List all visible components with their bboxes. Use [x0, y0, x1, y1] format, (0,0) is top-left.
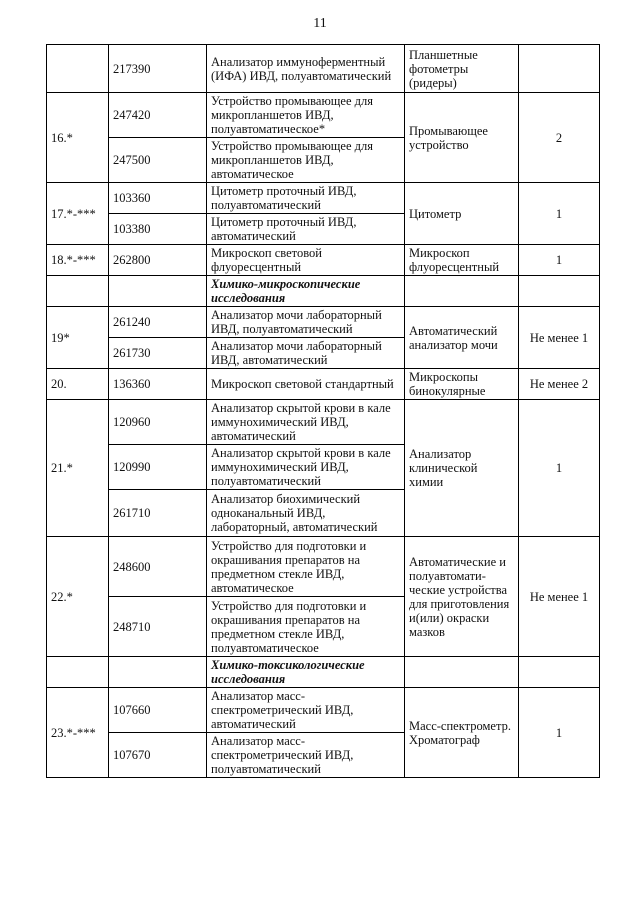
item-description: Цитометр проточный ИВД, полуавтоматический	[207, 183, 405, 214]
table-row	[47, 400, 600, 445]
item-description: Анализатор иммуноферментный (ИФА) ИВД, полуавтоматический	[207, 45, 405, 93]
section-row	[47, 276, 600, 307]
item-description: Устройство промывающее для микропланшетов ИВД, автоматическое	[207, 138, 405, 183]
item-description: Устройство для подготовки и окрашивания препаратов на предметном стекле ИВД, полуавтоматическое	[207, 597, 405, 657]
equipment-type: Планшетные фотометры (ридеры)	[405, 45, 519, 93]
item-description: Устройство для подготовки и окрашивания препаратов на предметном стекле ИВД, автоматическое	[207, 537, 405, 597]
row-number: 23.*-***	[47, 688, 109, 778]
item-description: Микроскоп световой флуоресцентный	[207, 245, 405, 276]
quantity: 1	[519, 183, 600, 245]
table-row	[47, 245, 600, 276]
item-code: 261710	[109, 490, 207, 537]
item-description: Цитометр проточный ИВД, автоматический	[207, 214, 405, 245]
quantity: Не менее 1	[519, 307, 600, 369]
row-number: 20.	[47, 369, 109, 400]
row-number: 17.*-***	[47, 183, 109, 245]
equipment-type: Автоматические и полуавтомати-ческие устройства для приготовления и(или) окраски мазков	[405, 537, 519, 657]
item-code: 247500	[109, 138, 207, 183]
equipment-type: Масс-спектрометр. Хроматограф	[405, 688, 519, 778]
item-code: 261240	[109, 307, 207, 338]
item-code: 107660	[109, 688, 207, 733]
page-number: 11	[313, 16, 327, 31]
table-row	[47, 537, 600, 597]
item-code: 248710	[109, 597, 207, 657]
item-code: 247420	[109, 93, 207, 138]
equipment-type: Промывающее устройство	[405, 93, 519, 183]
item-description: Устройство промывающее для микропланшетов ИВД, полуавтоматическое*	[207, 93, 405, 138]
item-code: 120990	[109, 445, 207, 490]
table-row	[47, 45, 600, 93]
item-code: 103380	[109, 214, 207, 245]
item-code: 248600	[109, 537, 207, 597]
item-code: 120960	[109, 400, 207, 445]
equipment-type: Микроскопы бинокулярные	[405, 369, 519, 400]
table-row	[47, 369, 600, 400]
section-row	[47, 657, 600, 688]
item-description: Анализатор мочи лабораторный ИВД, полуавтоматический	[207, 307, 405, 338]
quantity: 1	[519, 688, 600, 778]
item-description: Анализатор масс-спектрометрический ИВД, автоматический	[207, 688, 405, 733]
section-title: Химико-токсикологические исследования	[207, 657, 405, 688]
quantity: 2	[519, 93, 600, 183]
equipment-type: Цитометр	[405, 183, 519, 245]
table-row	[47, 183, 600, 214]
equipment-type: Автоматический анализатор мочи	[405, 307, 519, 369]
equipment-type: Анализатор клинической химии	[405, 400, 519, 537]
item-description: Микроскоп световой стандартный	[207, 369, 405, 400]
row-number	[47, 45, 109, 93]
equipment-table	[46, 44, 600, 778]
quantity: 1	[519, 245, 600, 276]
quantity: Не менее 1	[519, 537, 600, 657]
quantity	[519, 45, 600, 93]
item-code: 107670	[109, 733, 207, 778]
section-title: Химико-микроскопические исследования	[207, 276, 405, 307]
row-number: 16.*	[47, 93, 109, 183]
item-description: Анализатор биохимический одноканальный ИВД, лабораторный, автоматический	[207, 490, 405, 537]
table-row	[47, 688, 600, 733]
item-code: 217390	[109, 45, 207, 93]
item-description: Анализатор мочи лабораторный ИВД, автоматический	[207, 338, 405, 369]
item-description: Анализатор скрытой крови в кале иммунохимический ИВД, полуавтоматический	[207, 445, 405, 490]
row-number: 18.*-***	[47, 245, 109, 276]
equipment-type: Микроскоп флуоресцентный	[405, 245, 519, 276]
quantity: Не менее 2	[519, 369, 600, 400]
row-number: 19*	[47, 307, 109, 369]
item-code: 103360	[109, 183, 207, 214]
table-row	[47, 93, 600, 138]
item-code: 262800	[109, 245, 207, 276]
item-code: 136360	[109, 369, 207, 400]
quantity: 1	[519, 400, 600, 537]
table-row	[47, 307, 600, 338]
row-number: 21.*	[47, 400, 109, 537]
item-description: Анализатор скрытой крови в кале иммунохимический ИВД, автоматический	[207, 400, 405, 445]
item-description: Анализатор масс-спектрометрический ИВД, полуавтоматический	[207, 733, 405, 778]
row-number: 22.*	[47, 537, 109, 657]
item-code: 261730	[109, 338, 207, 369]
